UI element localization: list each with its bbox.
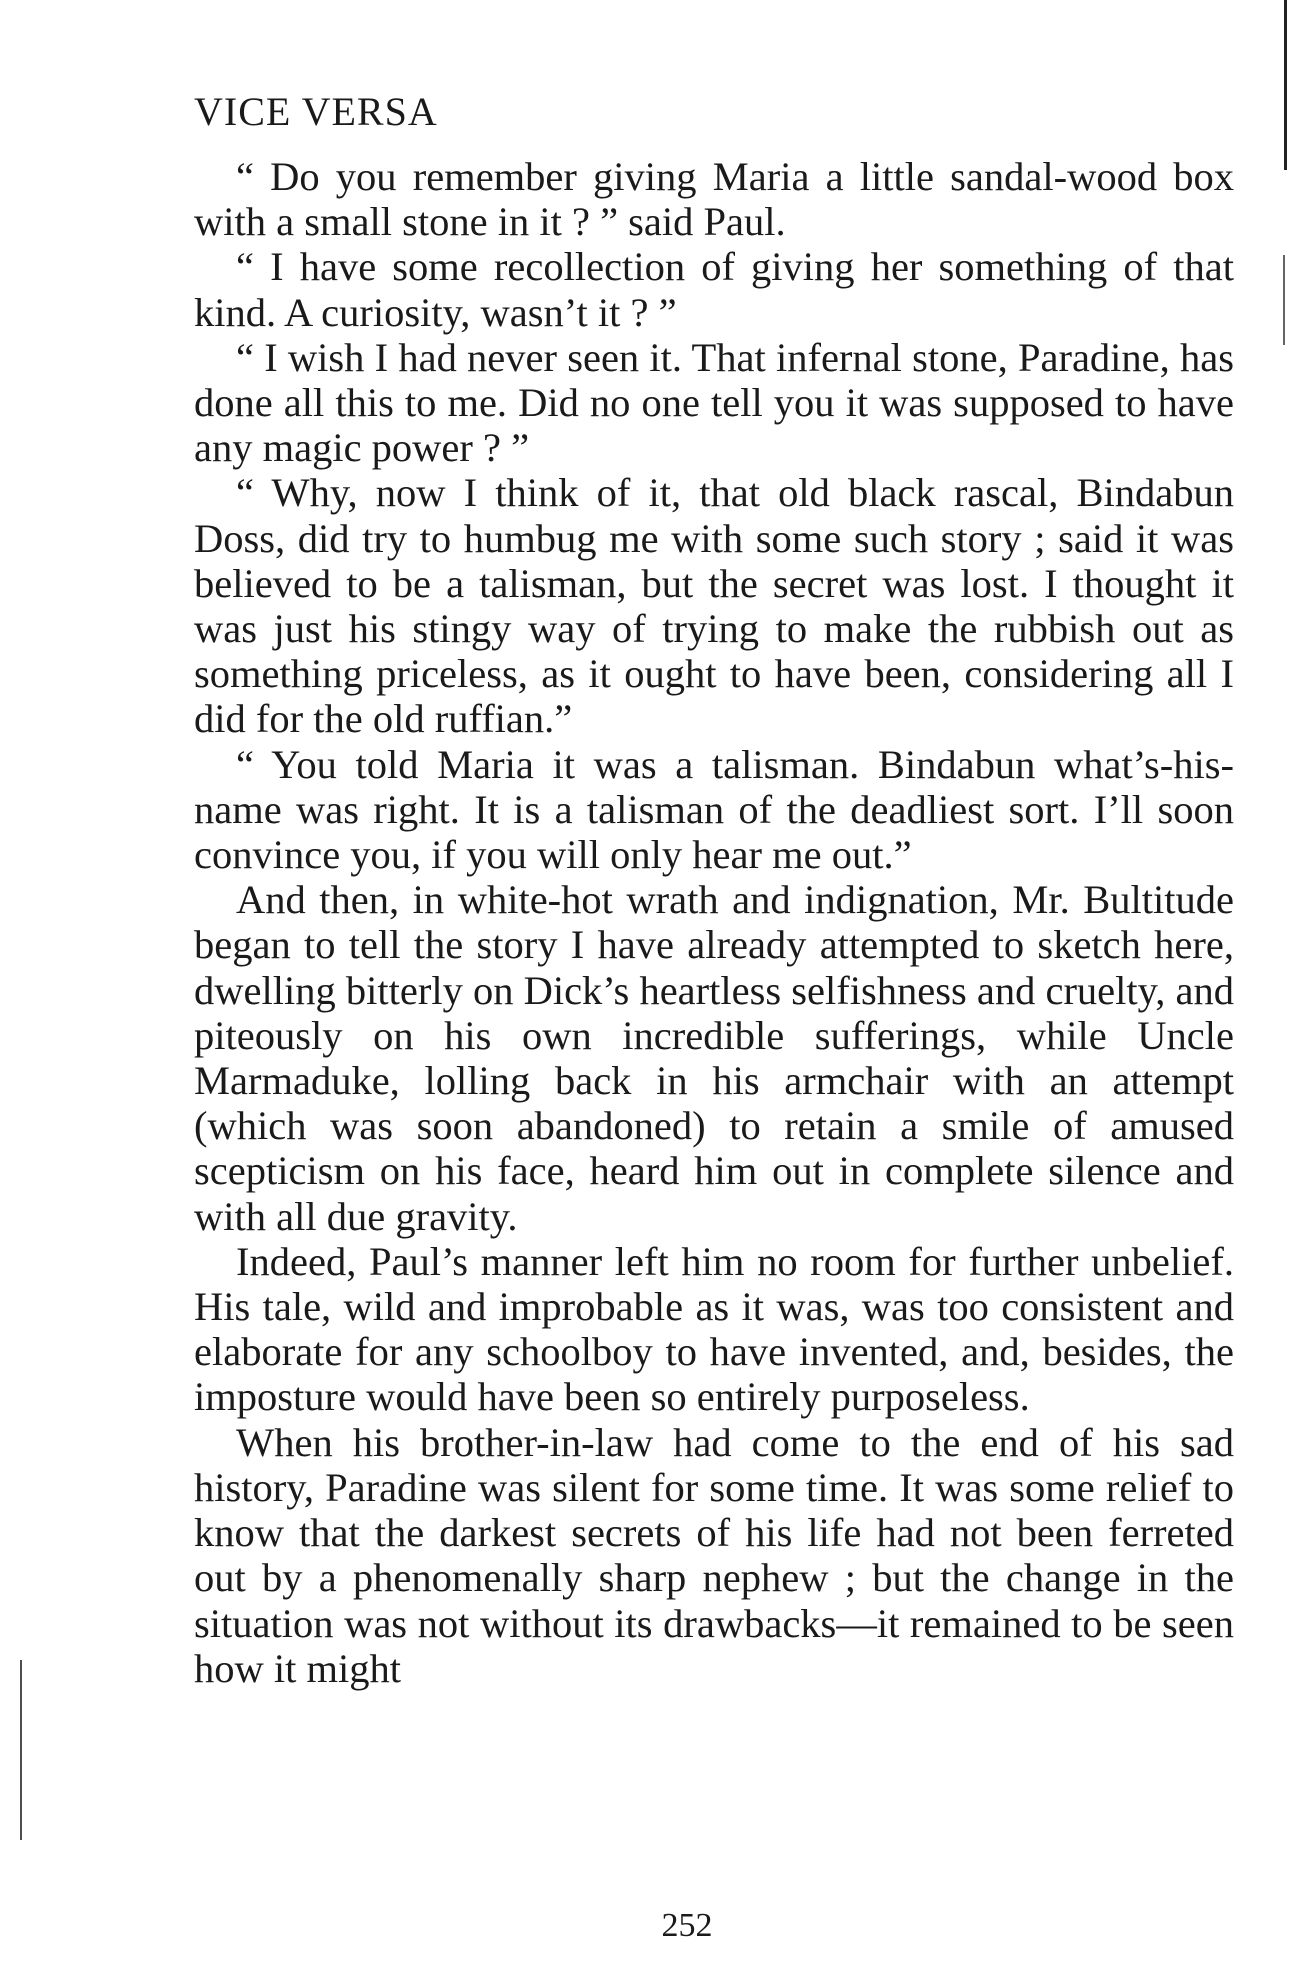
paragraph: “ Why, now I think of it, that old black rascal, Bindabun Doss, did try to humbug me with some such story ; said it was believed to be a talisman, but the secret was lost. I thought it was just his stingy way of trying to make the rubbish out as something priceless, as it ought to have been, considering all I did for the old ruffian.” bbox=[194, 470, 1234, 742]
paragraph: “ I wish I had never seen it. That infernal stone, Paradine, has done all this to me. Did no one tell you it was supposed to have any magic power ? ” bbox=[194, 334, 1234, 471]
paragraph: “ Do you remember giving Maria a little sandal-wood box with a small stone in it ? ” said Paul. bbox=[194, 154, 1234, 245]
body-text bbox=[194, 154, 1234, 1691]
paragraph: Indeed, Paul’s manner left him no room for further unbelief. His tale, wild and improbable as it was, was too consistent and elaborate for any schoolboy to have invented, and, besides, the imposture would have been so entirely purposeless. bbox=[194, 1238, 1234, 1420]
paragraph: “ I have some recollection of giving her something of that kind. A curiosity, wasn’t it ? ” bbox=[194, 244, 1234, 335]
running-head: VICE VERSA bbox=[194, 89, 438, 134]
scan-edge-line bbox=[1283, 255, 1285, 345]
paragraph: “ You told Maria it was a talisman. Bindabun what’s-his-name was right. It is a talisman of the deadliest sort. I’ll soon convince you, if you will only hear me out.” bbox=[194, 741, 1234, 878]
scan-edge-line bbox=[1284, 0, 1287, 170]
paragraph: When his brother-in-law had come to the end of his sad history, Paradine was silent for some time. It was some relief to know that the darkest secrets of his life had not been ferreted out by a phenomenally sharp nephew ; but the change in the situation was not without its drawbacks—it remained to be seen how it might bbox=[194, 1419, 1234, 1691]
page-number: 252 bbox=[661, 1907, 713, 1944]
scan-edge-line bbox=[20, 1660, 22, 1840]
paragraph: And then, in white-hot wrath and indignation, Mr. Bultitude began to tell the story I have already attempted to sketch here, dwelling bitterly on Dick’s heartless selfishness and cruelty, and piteously on his own incredible sufferings, while Uncle Marmaduke, lolling back in his armchair with an attempt (which was soon abandoned) to retain a smile of amused scepticism on his face, heard him out in complete silence and with all due gravity. bbox=[194, 877, 1235, 1239]
